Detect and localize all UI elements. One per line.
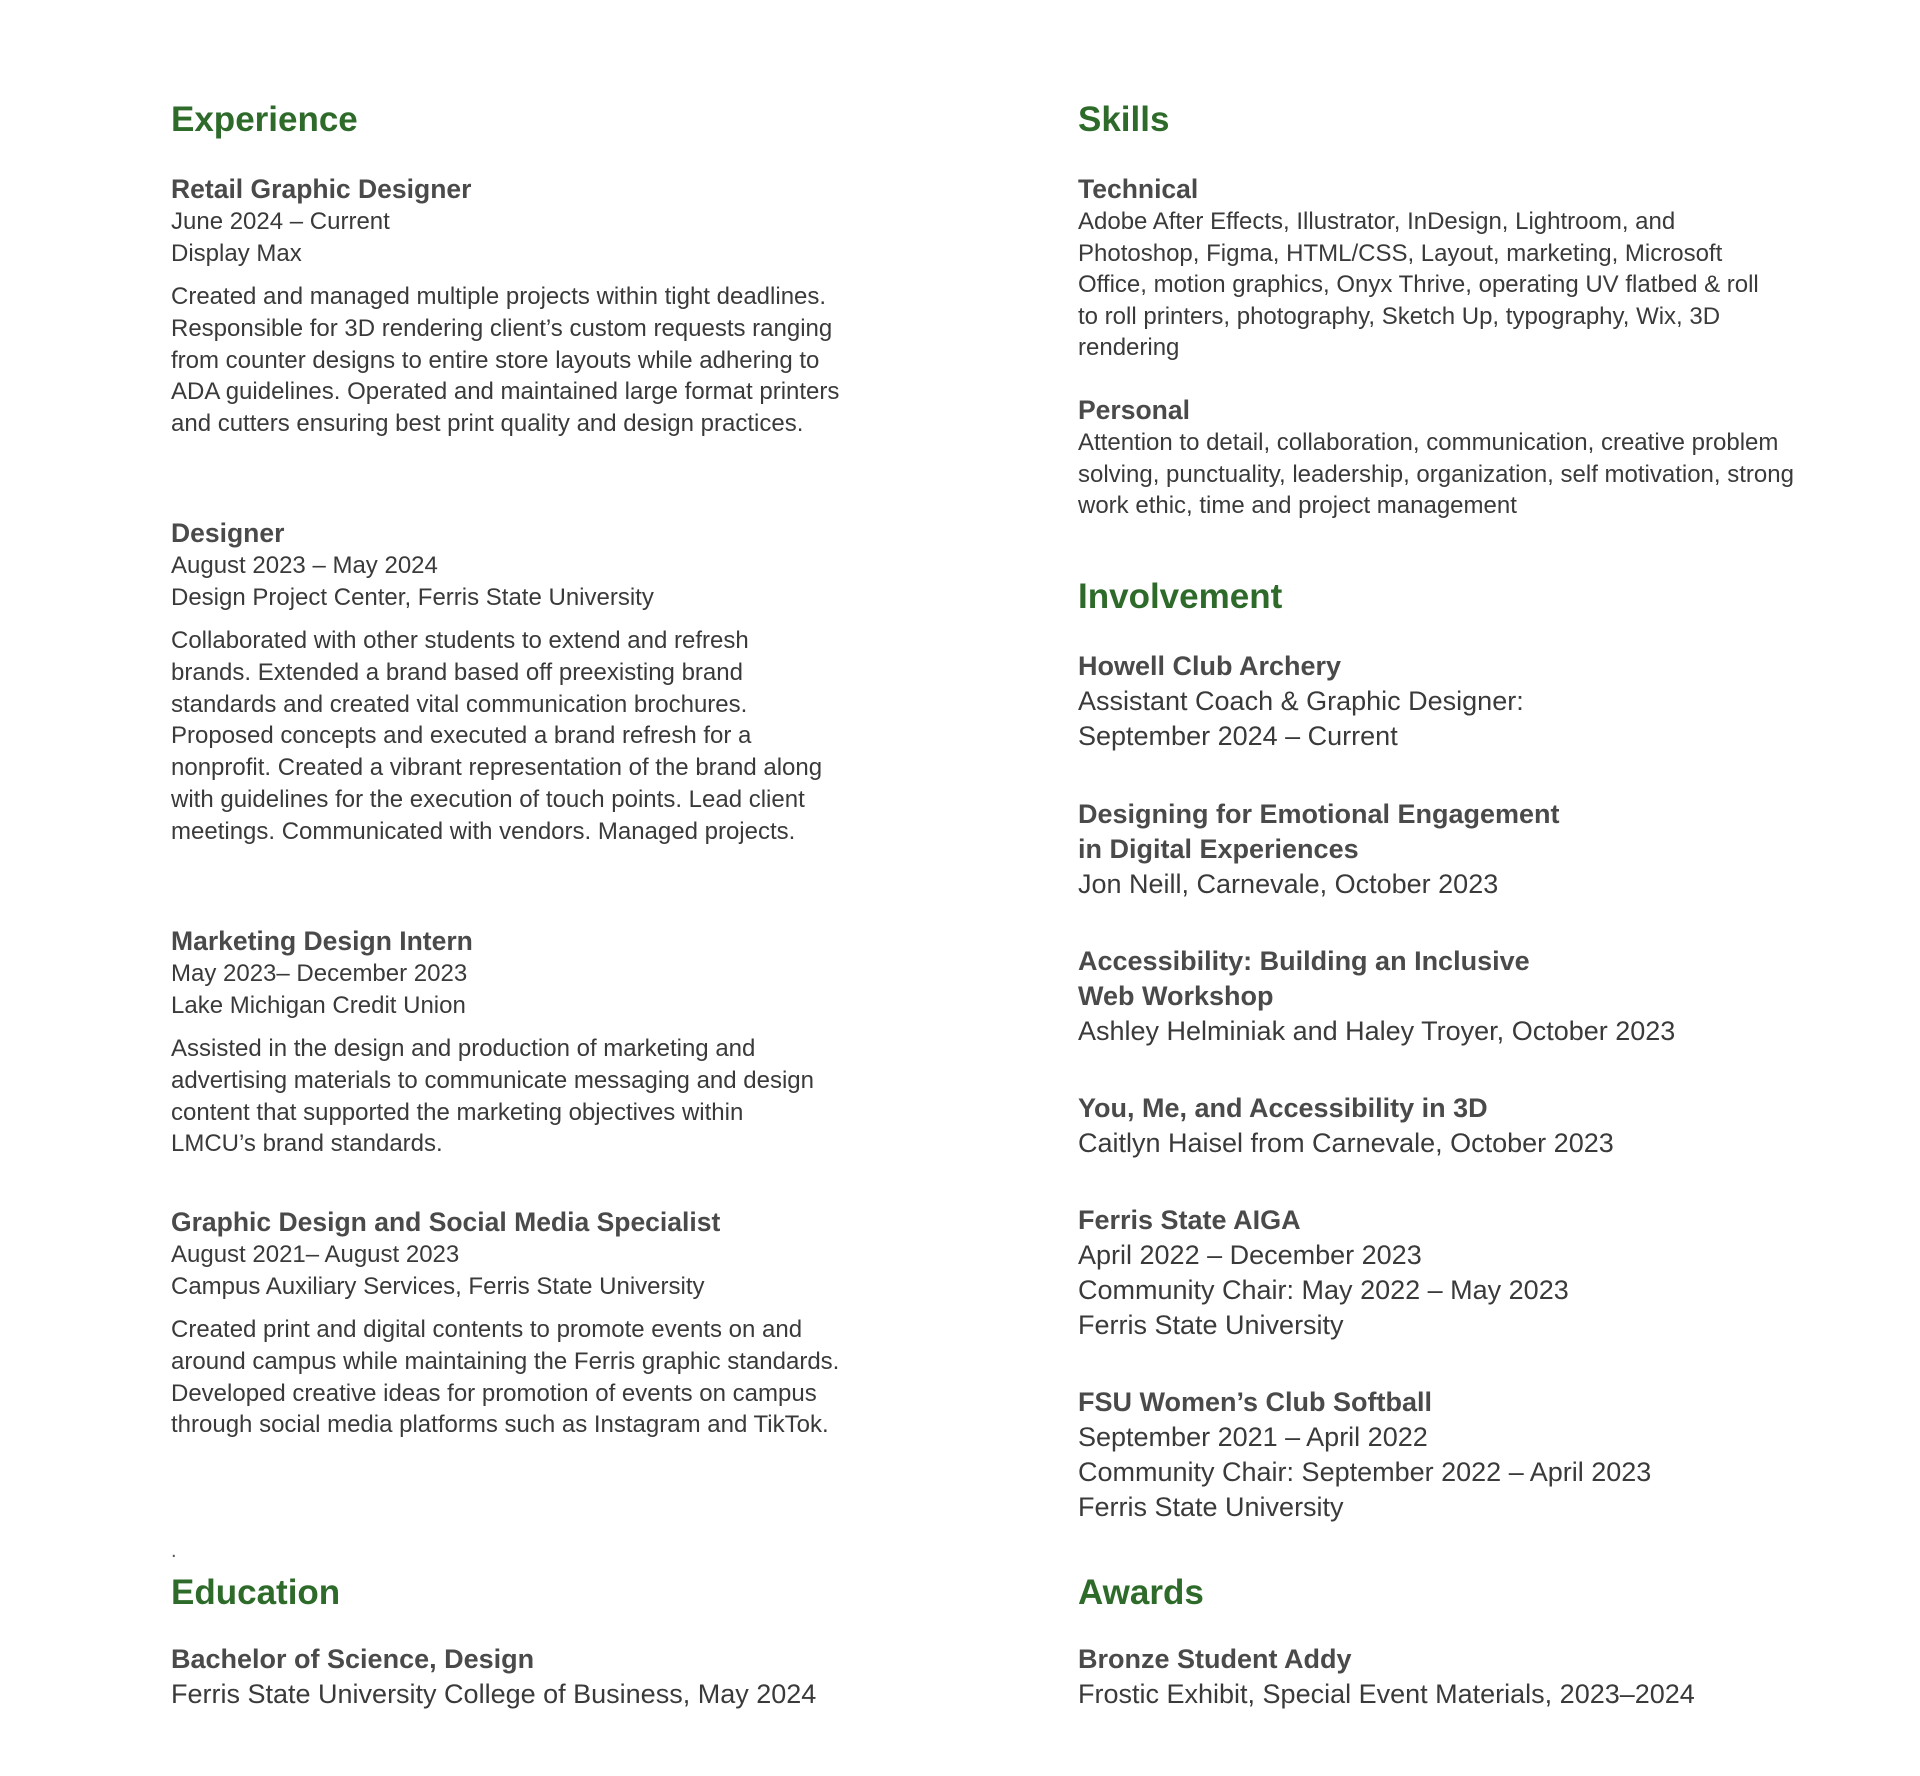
involvement-title: Ferris State AIGA — [1078, 1205, 1301, 1235]
involvement-item — [1078, 1091, 1798, 1161]
stray-mark: . — [171, 1540, 177, 1562]
experience-entry — [171, 516, 871, 848]
experience-entry — [171, 172, 871, 440]
skills-heading: Skills — [1078, 100, 1170, 139]
involvement-detail: September 2024 – Current — [1078, 721, 1398, 751]
skills-personal — [1078, 393, 1798, 522]
involvement-title: You, Me, and Accessibility in 3D — [1078, 1093, 1488, 1123]
job-description: Collaborated with other students to extend and refresh brands. Extended a brand based off preexisting brand standards and created vital communication brochures. Proposed concepts and executed a brand refresh for a nonprofit. Created a vibrant representation of the brand along with guidelines for the execution of touch points. Lead client meetings. Communicated with vendors. Managed projects. — [171, 627, 823, 845]
job-description: Created print and digital contents to promote events on and around campus while maintaining the Ferris graphic standards. Developed creative ideas for promotion of events on campus through social media platforms such as Instagram and TikTok. — [171, 1316, 840, 1439]
involvement-item — [1078, 1385, 1798, 1525]
job-organization: Campus Auxiliary Services, Ferris State University — [171, 1272, 705, 1300]
job-description: Assisted in the design and production of marketing and advertising materials to communicate messaging and design content that supported the marketing objectives within LMCU’s brand standards. — [171, 1035, 814, 1158]
involvement-title: FSU Women’s Club Softball — [1078, 1387, 1433, 1417]
involvement-item — [1078, 944, 1798, 1049]
award-name: Bronze Student Addy — [1078, 1644, 1352, 1674]
education-degree: Bachelor of Science, Design — [171, 1644, 535, 1674]
job-role: Graphic Design and Social Media Specialist — [171, 1207, 721, 1237]
skills-technical-text: Adobe After Effects, Illustrator, InDesign, Lightroom, and Photoshop, Figma, HTML/CSS, Layout, marketing, Microsoft Office, motion graphics, Onyx Thrive, operating UV flatbed & roll to roll printers, photography, Sketch Up, typography, Wix, 3D rendering — [1078, 208, 1759, 361]
skills-technical-label: Technical — [1078, 174, 1199, 204]
education-school: Ferris State University College of Business, May 2024 — [171, 1679, 817, 1709]
involvement-item — [1078, 797, 1798, 902]
involvement-title: Accessibility: Building an Inclusive Web Workshop — [1078, 946, 1530, 1011]
involvement-title: Designing for Emotional Engagement in Digital Experiences — [1078, 799, 1560, 864]
education-heading: Education — [171, 1573, 341, 1612]
involvement-detail: Community Chair: May 2022 – May 2023 — [1078, 1275, 1569, 1305]
awards-heading: Awards — [1078, 1573, 1204, 1612]
involvement-detail: Community Chair: September 2022 – April 2023 — [1078, 1457, 1652, 1487]
involvement-detail: April 2022 – December 2023 — [1078, 1240, 1422, 1270]
job-organization: Display Max — [171, 239, 302, 267]
award-detail: Frostic Exhibit, Special Event Materials, 2023–2024 — [1078, 1679, 1695, 1709]
involvement-detail: Caitlyn Haisel from Carnevale, October 2023 — [1078, 1128, 1614, 1158]
education-entry — [171, 1642, 871, 1712]
job-dates: May 2023– December 2023 — [171, 960, 468, 987]
involvement-detail: Jon Neill, Carnevale, October 2023 — [1078, 869, 1499, 899]
involvement-heading: Involvement — [1078, 577, 1283, 616]
job-role: Marketing Design Intern — [171, 926, 473, 956]
experience-heading: Experience — [171, 100, 358, 139]
job-description: Created and managed multiple projects within tight deadlines. Responsible for 3D rendering client’s custom requests ranging from counter designs to entire store layouts while adhering to ADA guidelines. Operated and maintained large format printers and cutters ensuring best print quality and design practices. — [171, 283, 840, 438]
job-role: Retail Graphic Designer — [171, 174, 472, 204]
job-dates: June 2024 – Current — [171, 208, 390, 235]
involvement-detail: Assistant Coach & Graphic Designer: — [1078, 686, 1524, 716]
involvement-title: Howell Club Archery — [1078, 651, 1342, 681]
job-organization: Design Project Center, Ferris State University — [171, 583, 654, 611]
involvement-item — [1078, 1203, 1798, 1343]
involvement-detail: September 2021 – April 2022 — [1078, 1422, 1428, 1452]
job-dates: August 2023 – May 2024 — [171, 552, 438, 579]
skills-personal-label: Personal — [1078, 395, 1190, 425]
involvement-item — [1078, 649, 1798, 754]
job-role: Designer — [171, 518, 285, 548]
skills-personal-text: Attention to detail, collaboration, communication, creative problem solving, punctuality, leadership, organization, self motivation, strong work ethic, time and project management — [1078, 429, 1794, 519]
experience-entry — [171, 1205, 871, 1441]
job-dates: August 2021– August 2023 — [171, 1241, 460, 1268]
involvement-detail: Ferris State University — [1078, 1492, 1344, 1522]
involvement-detail: Ashley Helminiak and Haley Troyer, October 2023 — [1078, 1016, 1676, 1046]
award-entry — [1078, 1642, 1798, 1712]
job-organization: Lake Michigan Credit Union — [171, 991, 466, 1019]
involvement-detail: Ferris State University — [1078, 1310, 1344, 1340]
experience-entry — [171, 924, 871, 1160]
skills-technical — [1078, 172, 1798, 364]
